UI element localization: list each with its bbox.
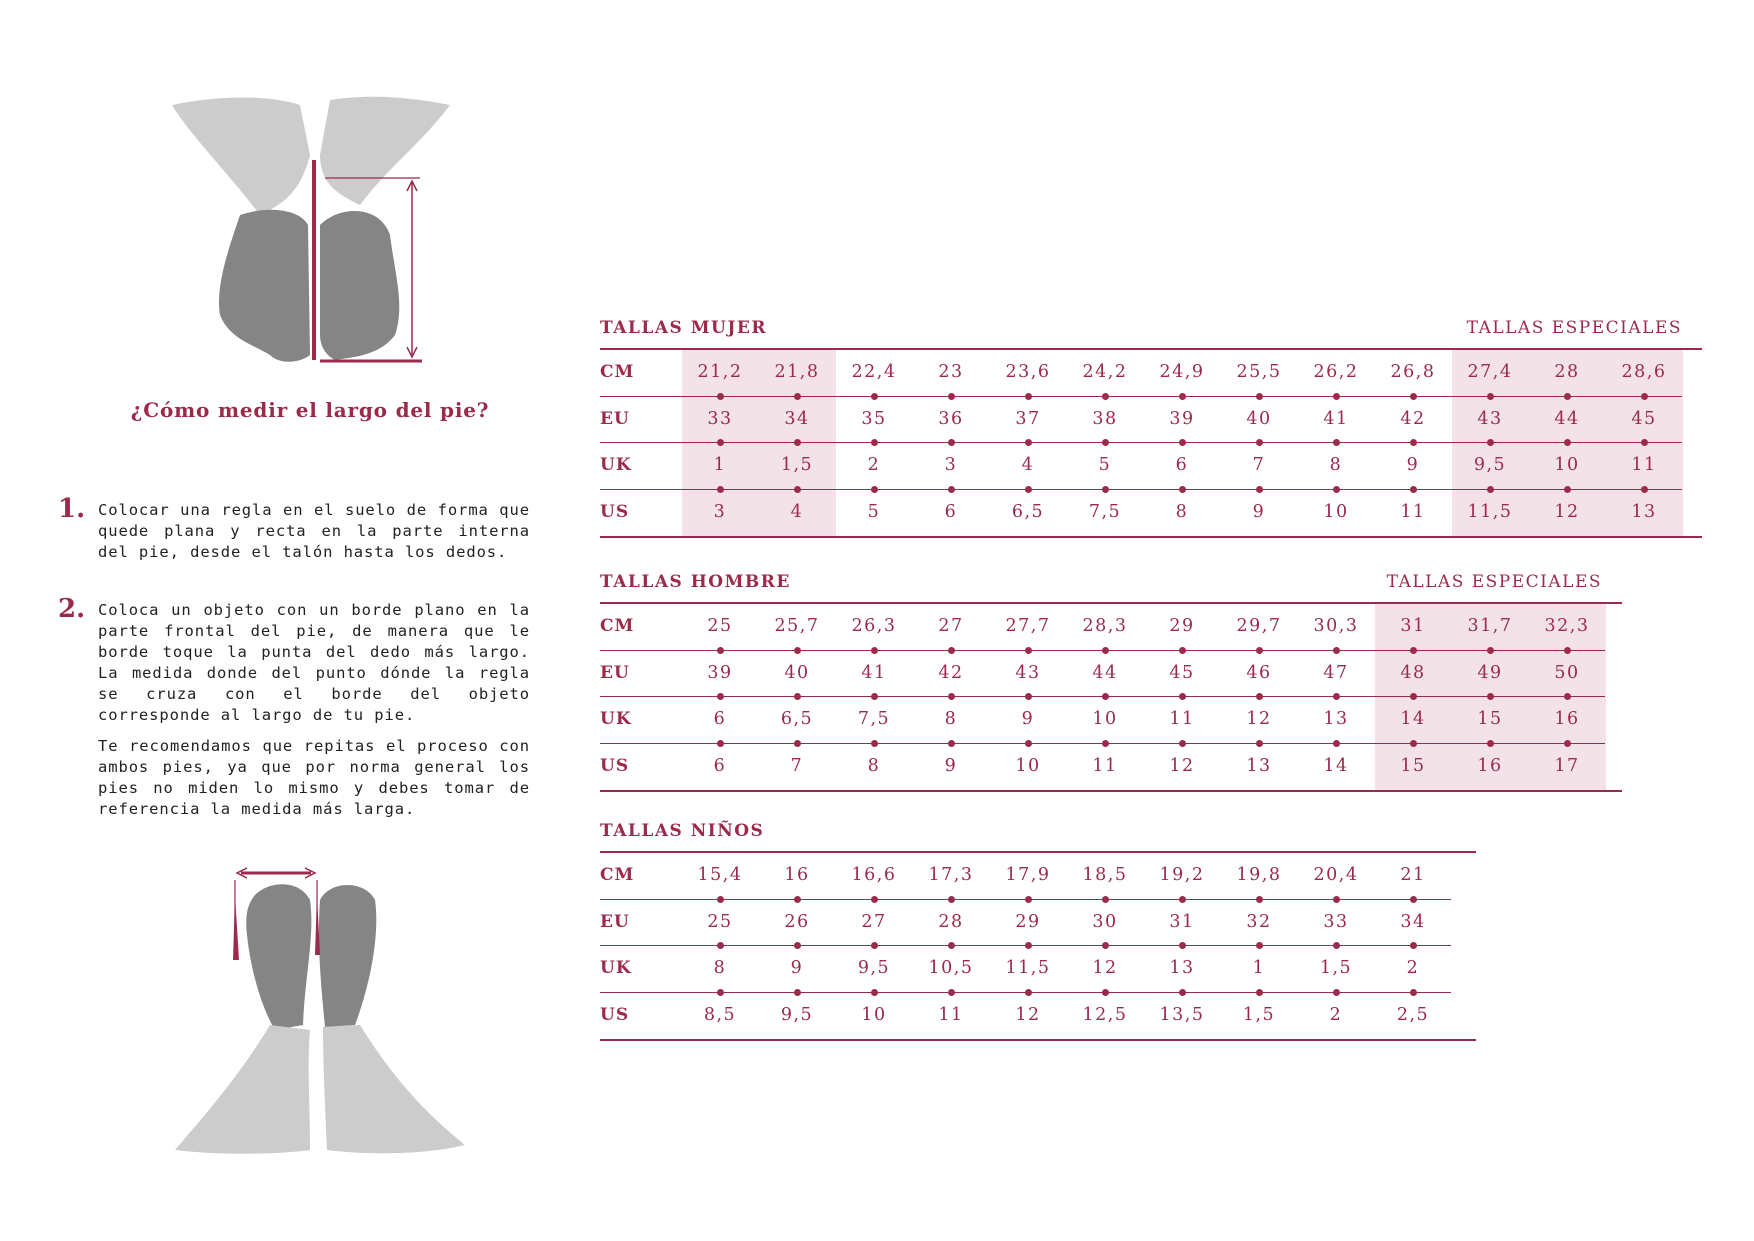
right-foot-shape: [320, 211, 399, 360]
size-cell: 35: [861, 408, 887, 429]
size-cell: 3: [713, 501, 727, 522]
size-cell: 28,6: [1621, 362, 1667, 382]
how-to-measure-title: ¿Cómo medir el largo del pie?: [130, 398, 490, 422]
foot-length-illustration: [160, 95, 480, 375]
size-cell: 25: [707, 911, 733, 932]
size-cell: 23,6: [1005, 362, 1051, 382]
size-cell: 6: [944, 501, 958, 522]
size-table-ninos: [600, 821, 1476, 1041]
size-cell: 6: [1175, 455, 1189, 475]
size-cell: 16: [784, 865, 810, 885]
size-cell: 36: [938, 408, 964, 429]
size-cell: 40: [1246, 408, 1272, 429]
row-label: UK: [600, 709, 632, 729]
size-cell: 1,5: [1319, 958, 1353, 978]
size-row-cm: [600, 604, 1622, 651]
row-label: CM: [600, 616, 635, 636]
step-text: [98, 500, 530, 563]
row-label: US: [600, 501, 630, 522]
size-cell: 13: [1631, 501, 1657, 522]
size-cell: 17: [1554, 755, 1580, 776]
size-cell: 41: [861, 662, 887, 683]
size-cell: 2: [1406, 958, 1420, 978]
right-leg-shape: [323, 1025, 465, 1153]
size-cell: 26,8: [1390, 362, 1436, 382]
size-cell: 24,9: [1159, 362, 1205, 382]
table-title: TALLAS HOMBRE: [600, 572, 791, 592]
size-cell: 32: [1246, 911, 1272, 932]
size-cell: 4: [790, 501, 804, 522]
size-cell: 15: [1400, 755, 1426, 776]
size-cell: 10: [1554, 455, 1580, 475]
table-title: TALLAS MUJER: [600, 318, 767, 338]
size-cell: 19,8: [1236, 865, 1282, 885]
size-table-mujer: [600, 318, 1702, 538]
table-header: [600, 821, 1476, 851]
size-row-us: [600, 490, 1702, 537]
size-cell: 39: [707, 662, 733, 683]
size-cell: 45: [1169, 662, 1195, 683]
size-cell: 29: [1015, 911, 1041, 932]
size-cell: 21,8: [774, 362, 820, 382]
size-cell: 8: [1175, 501, 1189, 522]
size-cell: 11: [1092, 755, 1118, 776]
size-cell: 12,5: [1082, 1004, 1128, 1025]
size-cell: 13,5: [1159, 1004, 1205, 1025]
size-cell: 25: [707, 616, 733, 636]
size-cell: 40: [784, 662, 810, 683]
row-label: UK: [600, 958, 632, 978]
row-label: US: [600, 1004, 630, 1025]
size-cell: 34: [1400, 911, 1426, 932]
size-cell: 26,2: [1313, 362, 1359, 382]
size-cell: 13: [1323, 709, 1349, 729]
left-foot-shape: [246, 884, 311, 1030]
size-table-hombre: [600, 572, 1622, 792]
size-row-eu: [600, 651, 1622, 698]
size-cell: 19,2: [1159, 865, 1205, 885]
size-cell: 37: [1015, 408, 1041, 429]
size-cell: 10: [1015, 755, 1041, 776]
row-label: EU: [600, 408, 630, 429]
table-body: [600, 348, 1702, 538]
size-cell: 30: [1092, 911, 1118, 932]
left-leg-shape: [175, 1025, 310, 1154]
step-text: [98, 600, 530, 820]
size-cell: 11,5: [1005, 958, 1051, 978]
right-leg-shape: [320, 97, 450, 205]
size-row-cm: [600, 350, 1702, 397]
size-cell: 2,5: [1396, 1004, 1430, 1025]
size-cell: 33: [1323, 911, 1349, 932]
right-foot-shape: [319, 885, 376, 1027]
step-number: 2.: [58, 594, 86, 624]
size-cell: 28: [938, 911, 964, 932]
ruler-shape: [312, 160, 316, 360]
size-row-cm: [600, 853, 1476, 900]
size-cell: 15: [1477, 709, 1503, 729]
size-cell: 3: [944, 455, 958, 475]
size-cell: 45: [1631, 408, 1657, 429]
size-cell: 27,4: [1467, 362, 1513, 382]
row-label: US: [600, 755, 630, 776]
size-cell: 20,4: [1313, 865, 1359, 885]
size-cell: 1: [713, 455, 727, 475]
size-cell: 13: [1169, 958, 1195, 978]
size-cell: 26,3: [851, 616, 897, 636]
size-cell: 42: [1400, 408, 1426, 429]
step-1: [58, 494, 530, 563]
table-body: [600, 602, 1622, 792]
table-title: TALLAS NIÑOS: [600, 821, 765, 841]
size-row-uk: [600, 946, 1476, 993]
size-cell: 9: [1252, 501, 1266, 522]
size-cell: 27,7: [1005, 616, 1051, 636]
size-cell: 31: [1400, 616, 1426, 636]
size-cell: 43: [1477, 408, 1503, 429]
size-cell: 38: [1092, 408, 1118, 429]
size-cell: 39: [1169, 408, 1195, 429]
size-cell: 8: [944, 709, 958, 729]
size-cell: 6: [713, 755, 727, 776]
size-cell: 17,9: [1005, 865, 1051, 885]
size-cell: 11,5: [1467, 501, 1513, 522]
size-cell: 2: [867, 455, 881, 475]
size-cell: 31,7: [1467, 616, 1513, 636]
size-cell: 11: [938, 1004, 964, 1025]
size-cell: 13: [1246, 755, 1272, 776]
size-cell: 10: [1323, 501, 1349, 522]
size-cell: 30,3: [1313, 616, 1359, 636]
size-cell: 44: [1554, 408, 1580, 429]
size-cell: 10: [1092, 709, 1118, 729]
size-row-us: [600, 993, 1476, 1040]
size-cell: 1,5: [1242, 1004, 1276, 1025]
size-cell: 25,5: [1236, 362, 1282, 382]
size-cell: 8: [867, 755, 881, 776]
size-cell: 33: [707, 408, 733, 429]
size-cell: 17,3: [928, 865, 974, 885]
table-body: [600, 851, 1476, 1041]
size-cell: 14: [1400, 709, 1426, 729]
step-paragraph: Coloca un objeto con un borde plano en la parte frontal del pie, de manera que le borde toque la punta del dedo más largo. La medida donde del punto dónde la regla se cruza con el borde del objeto corresponde al largo de tu pie.: [98, 601, 530, 724]
size-cell: 6,5: [1011, 501, 1045, 522]
size-cell: 9: [1021, 709, 1035, 729]
size-cell: 12: [1246, 709, 1272, 729]
size-cell: 11: [1631, 455, 1657, 475]
size-cell: 9: [1406, 455, 1420, 475]
size-cell: 24,2: [1082, 362, 1128, 382]
step-2: [58, 594, 530, 820]
size-cell: 44: [1092, 662, 1118, 683]
foot-width-illustration: [175, 855, 495, 1165]
special-sizes-label: TALLAS ESPECIALES: [1466, 318, 1682, 338]
size-row-eu: [600, 900, 1476, 947]
size-cell: 12: [1092, 958, 1118, 978]
size-cell: 41: [1323, 408, 1349, 429]
size-cell: 14: [1323, 755, 1349, 776]
size-cell: 22,4: [851, 362, 897, 382]
size-cell: 7,5: [857, 709, 891, 729]
size-cell: 34: [784, 408, 810, 429]
step-number: 1.: [58, 494, 86, 524]
size-cell: 9,5: [1473, 455, 1507, 475]
size-cell: 9: [790, 958, 804, 978]
size-cell: 21: [1400, 865, 1426, 885]
size-cell: 46: [1246, 662, 1272, 683]
special-sizes-label: TALLAS ESPECIALES: [1386, 572, 1602, 592]
row-label: CM: [600, 362, 635, 382]
size-cell: 8: [1329, 455, 1343, 475]
size-cell: 9,5: [780, 1004, 814, 1025]
row-label: EU: [600, 662, 630, 683]
left-foot-shape: [219, 210, 310, 362]
size-cell: 5: [1098, 455, 1112, 475]
size-row-uk: [600, 697, 1622, 744]
size-cell: 31: [1169, 911, 1195, 932]
size-cell: 12: [1015, 1004, 1041, 1025]
step-paragraph: Colocar una regla en el suelo de forma que quede plana y recta en la parte interna del pie, desde el talón hasta los dedos.: [98, 501, 530, 561]
size-row-eu: [600, 397, 1702, 444]
row-label: CM: [600, 865, 635, 885]
size-cell: 28: [1554, 362, 1580, 382]
size-cell: 16: [1477, 755, 1503, 776]
size-cell: 28,3: [1082, 616, 1128, 636]
size-cell: 6,5: [780, 709, 814, 729]
size-cell: 27: [938, 616, 964, 636]
size-cell: 43: [1015, 662, 1041, 683]
size-cell: 9: [944, 755, 958, 776]
size-cell: 18,5: [1082, 865, 1128, 885]
size-cell: 50: [1554, 662, 1580, 683]
size-cell: 27: [861, 911, 887, 932]
size-cell: 32,3: [1544, 616, 1590, 636]
size-cell: 4: [1021, 455, 1035, 475]
size-cell: 12: [1554, 501, 1580, 522]
size-cell: 26: [784, 911, 810, 932]
size-cell: 42: [938, 662, 964, 683]
size-cell: 1,5: [780, 455, 814, 475]
size-cell: 8,5: [703, 1004, 737, 1025]
size-cell: 10: [861, 1004, 887, 1025]
size-cell: 7: [1252, 455, 1266, 475]
size-cell: 11: [1169, 709, 1195, 729]
size-cell: 9,5: [857, 958, 891, 978]
size-cell: 10,5: [928, 958, 974, 978]
size-cell: 23: [938, 362, 964, 382]
size-cell: 2: [1329, 1004, 1343, 1025]
left-leg-shape: [172, 98, 310, 216]
size-cell: 7,5: [1088, 501, 1122, 522]
size-row-us: [600, 744, 1622, 791]
size-cell: 8: [713, 958, 727, 978]
size-cell: 21,2: [697, 362, 743, 382]
size-cell: 12: [1169, 755, 1195, 776]
step-paragraph: Te recomendamos que repitas el proceso con ambos pies, ya que por norma general los pies no miden lo mismo y debes tomar de referencia la medida más larga.: [98, 737, 530, 818]
table-header: [600, 572, 1622, 602]
size-cell: 29,7: [1236, 616, 1282, 636]
size-cell: 5: [867, 501, 881, 522]
size-cell: 48: [1400, 662, 1426, 683]
size-cell: 47: [1323, 662, 1349, 683]
size-cell: 11: [1400, 501, 1426, 522]
size-row-uk: [600, 443, 1702, 490]
size-cell: 6: [713, 709, 727, 729]
size-cell: 49: [1477, 662, 1503, 683]
size-cell: 16,6: [851, 865, 897, 885]
size-cell: 29: [1169, 616, 1195, 636]
size-cell: 15,4: [697, 865, 743, 885]
row-label: UK: [600, 455, 632, 475]
size-cell: 25,7: [774, 616, 820, 636]
size-cell: 7: [790, 755, 804, 776]
size-cell: 16: [1554, 709, 1580, 729]
row-label: EU: [600, 911, 630, 932]
table-header: [600, 318, 1702, 348]
size-cell: 1: [1252, 958, 1266, 978]
